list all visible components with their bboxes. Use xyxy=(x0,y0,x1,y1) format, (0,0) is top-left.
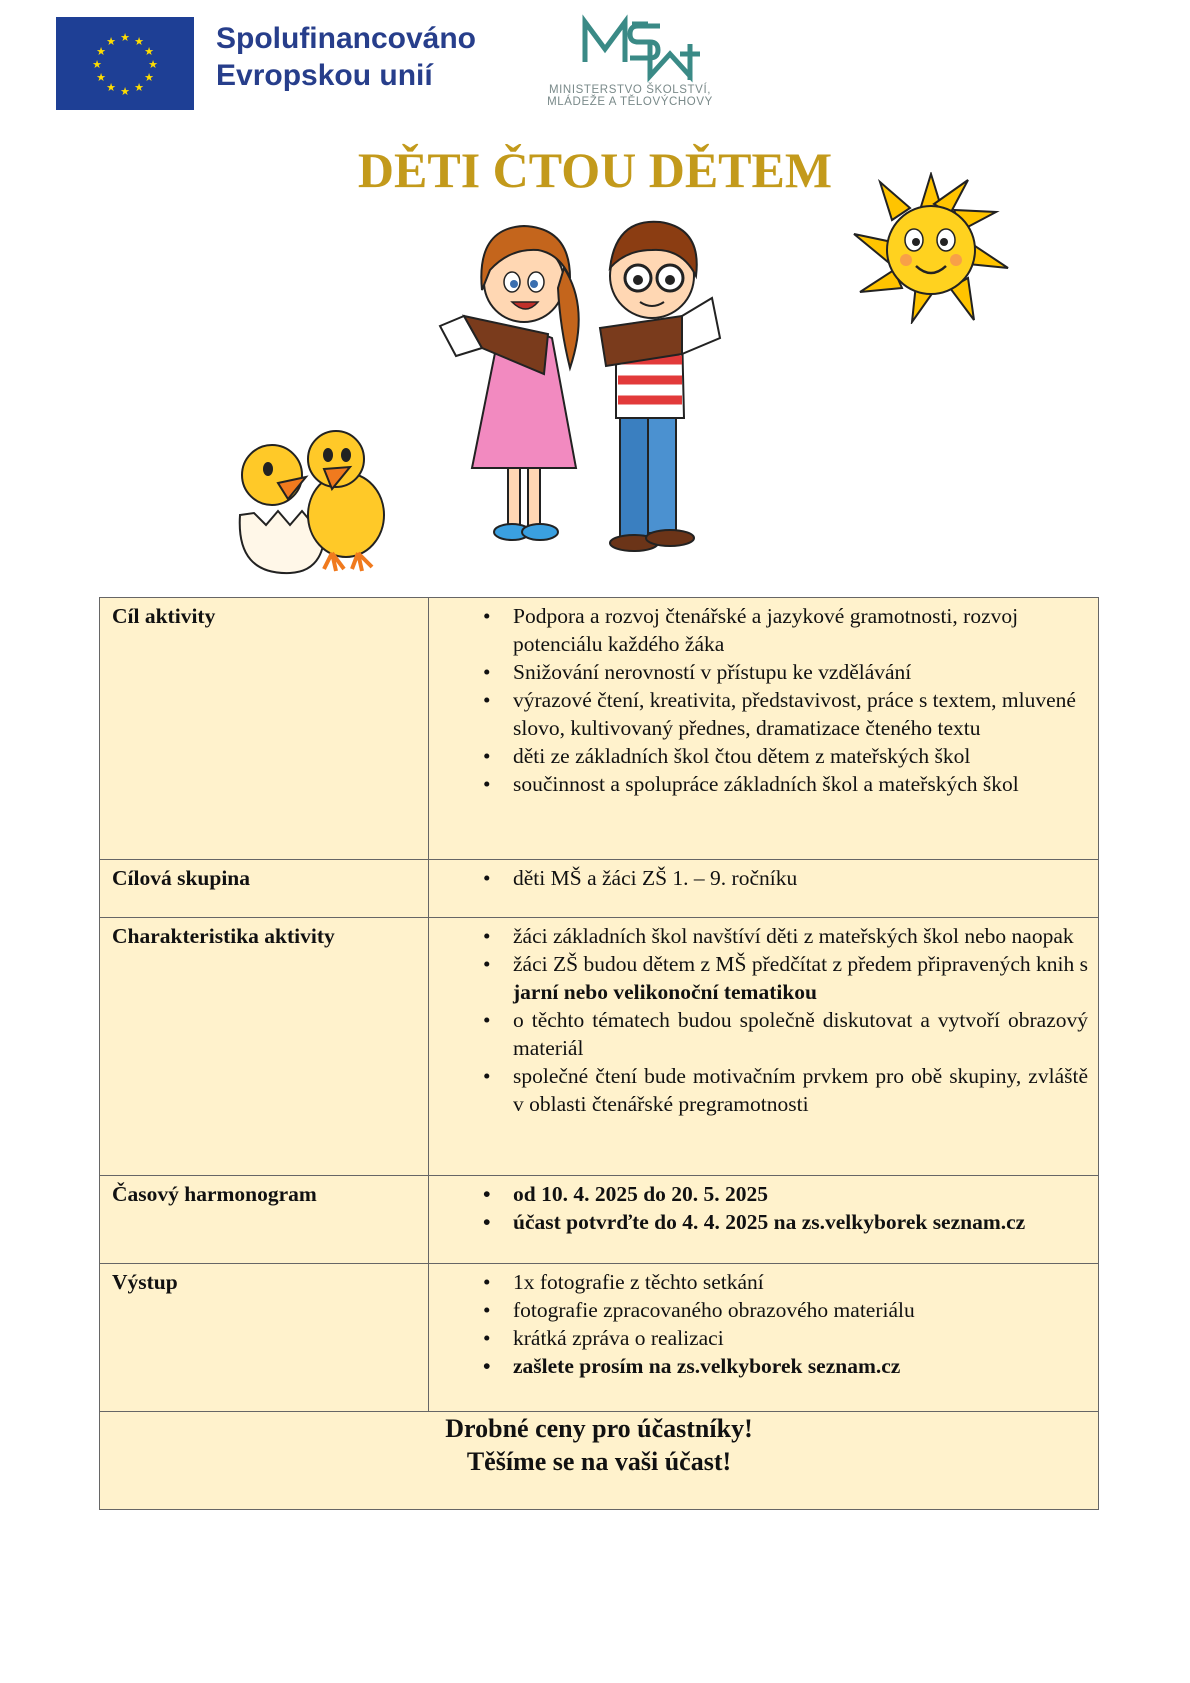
chicks-illustration xyxy=(220,425,400,575)
list-item: • zašlete prosím na zs.velkyborek seznam.cz xyxy=(439,1352,1088,1380)
table-row-footer xyxy=(100,1412,1099,1510)
eu-text-line2: Evropskou unií xyxy=(216,59,433,92)
table-row-characteristics xyxy=(100,918,1099,1176)
svg-text:★: ★ xyxy=(96,45,106,58)
kids-reading-illustration xyxy=(420,198,780,580)
row-label: Cíl aktivity xyxy=(100,598,429,860)
list-item: • krátká zpráva o realizaci xyxy=(439,1324,1088,1352)
list-item: • výrazové čtení, kreativita, představivost, práce s textem, mluvené slovo, kultivovaný přednes, dramatizace čteného textu xyxy=(439,686,1088,742)
eu-flag-logo xyxy=(56,17,194,110)
list-item-emphasis: jarní nebo velikonoční tematikou xyxy=(513,980,818,1004)
msmt-ministry-name xyxy=(520,84,740,108)
svg-text:★: ★ xyxy=(144,71,154,84)
page-title: DĚTI ČTOU DĚTEM xyxy=(357,142,833,198)
list-item: • děti MŠ a žáci ZŠ 1. – 9. ročníku xyxy=(439,864,1088,892)
table-row-goal xyxy=(100,598,1099,860)
svg-text:★: ★ xyxy=(134,81,144,94)
svg-text:★: ★ xyxy=(134,35,144,48)
row-label: Cílová skupina xyxy=(100,860,429,918)
list-item: • od 10. 4. 2025 do 20. 5. 2025 xyxy=(439,1180,1088,1208)
list-item: • společné čtení bude motivačním prvkem pro obě skupiny, zvláště v oblasti čtenářské pregramotnosti xyxy=(439,1062,1088,1118)
list-item: • součinnost a spolupráce základních škol a mateřských škol xyxy=(439,770,1088,798)
eu-text-line1: Spolufinancováno xyxy=(216,22,477,55)
list-item-text: žáci ZŠ budou dětem z MŠ předčítat z předem připravených knih s xyxy=(513,952,1088,976)
svg-text:★: ★ xyxy=(120,31,130,44)
msmt-sub-line2: MLÁDEŽE A TĚLOVÝCHOVY xyxy=(547,96,713,108)
list-item: • 1x fotografie z těchto setkání xyxy=(439,1268,1088,1296)
list-item: • žáci základních škol navštíví děti z mateřských škol nebo naopak xyxy=(439,922,1088,950)
list-item: • o těchto tématech budou společně diskutovat a vytvoří obrazový materiál xyxy=(439,1006,1088,1062)
list-item xyxy=(439,950,1088,1006)
svg-text:★: ★ xyxy=(92,58,102,71)
list-item: • Podpora a rozvoj čtenářské a jazykové gramotnosti, rozvoj potenciálu každého žáka xyxy=(439,602,1088,658)
table-row-output xyxy=(100,1264,1099,1412)
row-label: Charakteristika aktivity xyxy=(100,918,429,1176)
activity-info-table xyxy=(99,597,1099,1510)
svg-text:★: ★ xyxy=(106,35,116,48)
msmt-sub-line1: MINISTERSTVO ŠKOLSTVÍ, xyxy=(548,84,712,96)
msmt-monogram-icon xyxy=(530,14,730,84)
sun-icon xyxy=(850,172,1012,324)
footer-line2: Těšíme se na vaši účast! xyxy=(466,1447,732,1476)
svg-text:★: ★ xyxy=(120,85,130,98)
svg-text:★: ★ xyxy=(148,58,158,71)
list-item: • účast potvrďte do 4. 4. 2025 na zs.velkyborek seznam.cz xyxy=(439,1208,1088,1236)
eu-cofinancing-text xyxy=(216,20,476,94)
table-row-schedule xyxy=(100,1176,1099,1264)
eu-stars-icon xyxy=(56,17,194,110)
svg-text:★: ★ xyxy=(96,71,106,84)
row-label: Časový harmonogram xyxy=(100,1176,429,1264)
table-row-target-group xyxy=(100,860,1099,918)
svg-text:★: ★ xyxy=(144,45,154,58)
footer-line1: Drobné ceny pro účastníky! xyxy=(445,1414,753,1443)
svg-text:★: ★ xyxy=(106,81,116,94)
row-label: Výstup xyxy=(100,1264,429,1412)
list-item: • děti ze základních škol čtou dětem z mateřských škol xyxy=(439,742,1088,770)
list-item: • fotografie zpracovaného obrazového materiálu xyxy=(439,1296,1088,1324)
list-item: • Snižování nerovností v přístupu ke vzdělávání xyxy=(439,658,1088,686)
footer-message xyxy=(100,1412,1099,1510)
